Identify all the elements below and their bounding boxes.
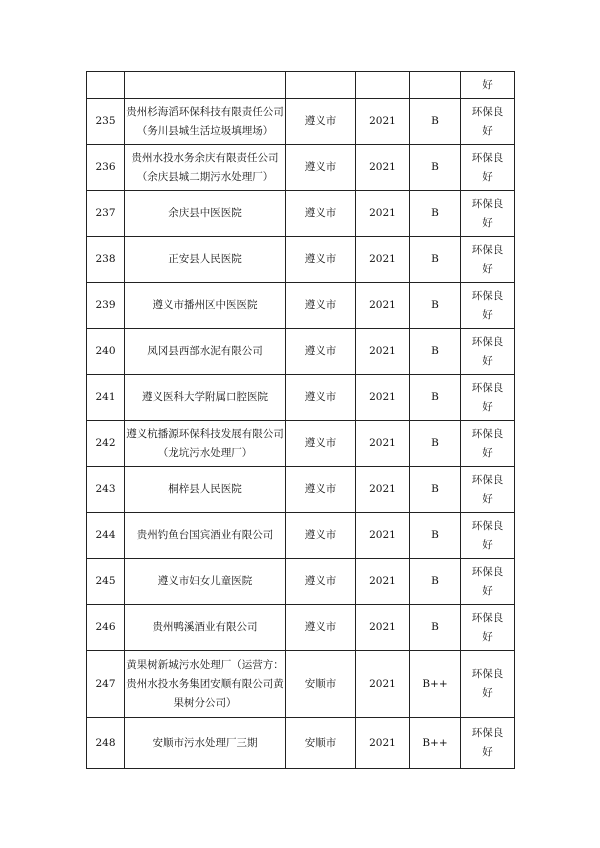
grade: B <box>410 513 461 559</box>
row-number: 241 <box>87 375 125 421</box>
table-row <box>87 513 515 559</box>
row-number: 240 <box>87 329 125 375</box>
row-number: 238 <box>87 237 125 283</box>
grade: B <box>410 237 461 283</box>
year: 2021 <box>356 559 410 605</box>
row-number: 245 <box>87 559 125 605</box>
row-number: 243 <box>87 467 125 513</box>
evaluation-line-2: 好 <box>482 630 493 643</box>
table-row <box>87 237 515 283</box>
table-row <box>87 559 515 605</box>
city: 遵义市 <box>286 559 356 605</box>
enterprise-name: 遵义市妇女儿童医院 <box>125 559 286 605</box>
table-row <box>87 99 515 145</box>
grade: B <box>410 559 461 605</box>
evaluation <box>461 467 515 513</box>
grade <box>410 72 461 99</box>
grade: B <box>410 283 461 329</box>
evaluation-line-1: 环保良 <box>471 381 504 394</box>
enterprise-name: 贵州鸭溪酒业有限公司 <box>125 605 286 651</box>
evaluation-line-2: 好 <box>482 124 493 137</box>
city: 遵义市 <box>286 375 356 421</box>
row-number: 248 <box>87 718 125 769</box>
evaluation <box>461 191 515 237</box>
evaluation-line-2: 好 <box>482 446 493 459</box>
year: 2021 <box>356 237 410 283</box>
enterprise-name: 安顺市污水处理厂三期 <box>125 718 286 769</box>
grade: B <box>410 191 461 237</box>
row-number: 239 <box>87 283 125 329</box>
enterprise-rating-table <box>86 71 515 769</box>
evaluation-line-2: 好 <box>482 262 493 275</box>
enterprise-name: 正安县人民医院 <box>125 237 286 283</box>
enterprise-name: 贵州水投水务余庆有限责任公司（余庆县城二期污水处理厂） <box>125 145 286 191</box>
table-row-continued <box>87 72 515 99</box>
enterprise-name: 贵州杉海滔环保科技有限责任公司（务川县城生活垃圾填埋场） <box>125 99 286 145</box>
evaluation <box>461 375 515 421</box>
enterprise-name: 贵州钓鱼台国宾酒业有限公司 <box>125 513 286 559</box>
enterprise-name: 遵义医科大学附属口腔医院 <box>125 375 286 421</box>
year: 2021 <box>356 421 410 467</box>
evaluation-line-1: 环保良 <box>471 197 504 210</box>
evaluation <box>461 513 515 559</box>
row-number: 244 <box>87 513 125 559</box>
evaluation-line-2: 好 <box>482 492 493 505</box>
evaluation-tail: 好 <box>461 72 515 99</box>
enterprise-name: 凤冈县西部水泥有限公司 <box>125 329 286 375</box>
evaluation <box>461 421 515 467</box>
evaluation <box>461 99 515 145</box>
evaluation-line-1: 环保良 <box>471 519 504 532</box>
enterprise-name <box>125 72 286 99</box>
evaluation <box>461 605 515 651</box>
grade: B <box>410 421 461 467</box>
evaluation <box>461 559 515 605</box>
grade: B <box>410 375 461 421</box>
evaluation-line-1: 环保良 <box>471 105 504 118</box>
row-number: 242 <box>87 421 125 467</box>
evaluation-line-2: 好 <box>482 584 493 597</box>
evaluation-line-1: 环保良 <box>471 427 504 440</box>
evaluation <box>461 145 515 191</box>
city: 遵义市 <box>286 329 356 375</box>
year <box>356 72 410 99</box>
evaluation-line-1: 环保良 <box>471 611 504 624</box>
table-row <box>87 605 515 651</box>
year: 2021 <box>356 513 410 559</box>
grade: B <box>410 145 461 191</box>
table-row <box>87 467 515 513</box>
enterprise-name: 桐梓县人民医院 <box>125 467 286 513</box>
evaluation-line-2: 好 <box>482 308 493 321</box>
city: 安顺市 <box>286 718 356 769</box>
city: 遵义市 <box>286 421 356 467</box>
enterprise-name: 黄果树新城污水处理厂（运营方：贵州水投水务集团安顺有限公司黄果树分公司） <box>125 651 286 718</box>
table-row <box>87 283 515 329</box>
row-number: 247 <box>87 651 125 718</box>
evaluation-line-2: 好 <box>482 538 493 551</box>
evaluation-line-2: 好 <box>482 216 493 229</box>
year: 2021 <box>356 718 410 769</box>
year: 2021 <box>356 283 410 329</box>
evaluation-line-1: 环保良 <box>471 473 504 486</box>
row-number: 235 <box>87 99 125 145</box>
evaluation-line-1: 环保良 <box>471 565 504 578</box>
year: 2021 <box>356 375 410 421</box>
table-row <box>87 421 515 467</box>
evaluation-line-2: 好 <box>482 354 493 367</box>
city: 遵义市 <box>286 145 356 191</box>
evaluation-line-1: 环保良 <box>471 668 504 680</box>
row-number: 246 <box>87 605 125 651</box>
city: 遵义市 <box>286 467 356 513</box>
table-row <box>87 651 515 718</box>
year: 2021 <box>356 191 410 237</box>
year: 2021 <box>356 145 410 191</box>
city: 安顺市 <box>286 651 356 718</box>
evaluation-line-1: 环保良 <box>471 335 504 348</box>
city: 遵义市 <box>286 513 356 559</box>
evaluation-line-1: 环保良 <box>471 243 504 256</box>
grade: B <box>410 467 461 513</box>
table-row <box>87 718 515 769</box>
grade: B <box>410 605 461 651</box>
enterprise-name: 遵义市播州区中医医院 <box>125 283 286 329</box>
grade: B <box>410 99 461 145</box>
evaluation-line-2: 好 <box>482 170 493 183</box>
year: 2021 <box>356 467 410 513</box>
year: 2021 <box>356 651 410 718</box>
grade: B <box>410 329 461 375</box>
evaluation-line-2: 好 <box>482 687 493 699</box>
city: 遵义市 <box>286 191 356 237</box>
enterprise-name: 遵义杭播源环保科技发展有限公司（龙坑污水处理厂） <box>125 421 286 467</box>
city <box>286 72 356 99</box>
table-row <box>87 145 515 191</box>
grade: B++ <box>410 718 461 769</box>
evaluation <box>461 329 515 375</box>
city: 遵义市 <box>286 237 356 283</box>
enterprise-name: 余庆县中医医院 <box>125 191 286 237</box>
table-row <box>87 191 515 237</box>
evaluation-line-1: 环保良 <box>471 151 504 164</box>
evaluation-line-2: 好 <box>482 400 493 413</box>
evaluation <box>461 237 515 283</box>
evaluation <box>461 283 515 329</box>
grade: B++ <box>410 651 461 718</box>
evaluation <box>461 651 515 718</box>
evaluation <box>461 718 515 769</box>
evaluation-line-2: 好 <box>482 746 493 758</box>
evaluation-line-1: 环保良 <box>471 727 504 739</box>
row-number <box>87 72 125 99</box>
year: 2021 <box>356 99 410 145</box>
table-row <box>87 329 515 375</box>
city: 遵义市 <box>286 605 356 651</box>
row-number: 237 <box>87 191 125 237</box>
city: 遵义市 <box>286 99 356 145</box>
year: 2021 <box>356 605 410 651</box>
city: 遵义市 <box>286 283 356 329</box>
row-number: 236 <box>87 145 125 191</box>
evaluation-line-1: 环保良 <box>471 289 504 302</box>
table-row <box>87 375 515 421</box>
year: 2021 <box>356 329 410 375</box>
